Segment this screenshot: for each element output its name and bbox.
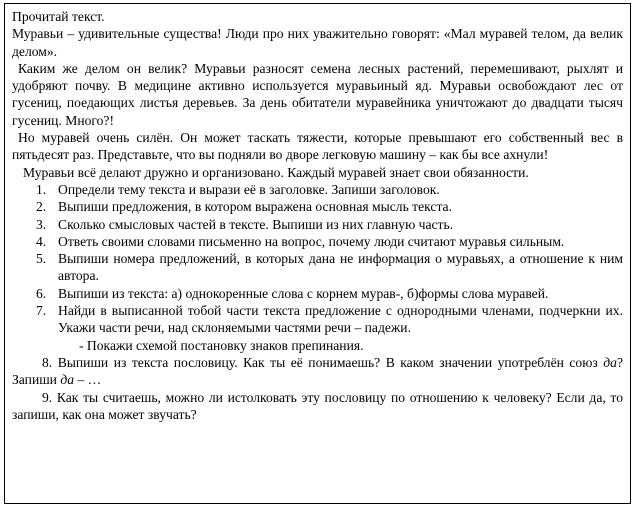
task-number: 6. xyxy=(36,285,47,301)
task-list xyxy=(12,181,623,337)
paragraph-3: Но муравей очень силён. Он может таскать тяжести, которые превышают его собственный вес в пятьдесят раз. Представьте, что вы подняли во дворе легковую машину – как бы все ахнули! xyxy=(12,130,623,163)
task8-lead: 8. Выпиши из текста пословицу. Как ты её понимаешь? В каком значении употреблён союз xyxy=(42,354,604,370)
task-8 xyxy=(12,354,623,389)
task-text: Выпиши номера предложений, в которых дана не информация о муравьях, а отношение к ним автора. xyxy=(58,251,623,284)
task-number: 3. xyxy=(36,216,47,232)
task-text: Сколько смысловых частей в тексте. Выпиши из них главную часть. xyxy=(58,216,454,232)
task-item xyxy=(12,233,623,250)
task-number: 2. xyxy=(36,199,47,215)
task-item xyxy=(12,302,623,337)
paragraph-4: Муравьи всё делают дружно и организовано. Каждый муравей знает свои обязанности. xyxy=(23,164,529,180)
heading: Прочитай текст. xyxy=(12,9,105,24)
task-number: 5. xyxy=(36,251,47,267)
task-text: Найди в выписанной тобой части текста предложение с однородными членами, подчеркни их. Укажи части речи, над склоняемыми частями речи – падежи. xyxy=(58,303,623,336)
task-item xyxy=(12,198,623,215)
task-item xyxy=(12,216,623,233)
paragraph-2: Каким же делом он велик? Муравьи разносят семена лесных растений, перемешивают, рыхлят и удобряют почву. В медицине активно используется муравьиный яд. Муравьи освобождают лес от гусениц, поедающих листья деревьев. За день обитатели муравейника уничтожают до двадцати тысяч гусениц. Много?! xyxy=(12,60,623,128)
task8-conjunction: да xyxy=(603,354,617,370)
task-item xyxy=(12,181,623,198)
task-item xyxy=(12,250,623,285)
task-number: 1. xyxy=(36,181,47,197)
task-number: 4. xyxy=(36,233,47,249)
task-item xyxy=(12,285,623,302)
task-text: Ответь своими словами письменно на вопрос, почему люди считают муравья сильным. xyxy=(58,233,565,249)
task7-note: - Покажи схемой постановку знаков препинания. xyxy=(79,337,364,353)
task8-tail: – … xyxy=(74,372,102,388)
text-box xyxy=(4,3,631,504)
task-text: Определи тему текста и вырази её в заголовке. Запиши заголовок. xyxy=(58,181,440,197)
task-text: Выпиши из текста: а) однокоренные слова с корнем мурав-, б)формы слова муравей. xyxy=(58,285,549,301)
task8-conjunction-2: да xyxy=(60,372,75,388)
task-text: Выпиши предложения, в котором выражена основная мысль текста. xyxy=(58,199,452,215)
paragraph-1: Муравьи – удивительные существа! Люди про них уважительно говорят: «Мал муравей телом, да велик делом». xyxy=(12,26,623,59)
task8-mid: ? Запиши xyxy=(12,354,623,388)
task-number: 7. xyxy=(36,303,47,319)
task-9: 9. Как ты считаешь, можно ли истолковать эту пословицу по отношению к человеку? Если да, то запиши, как она может звучать? xyxy=(12,389,623,422)
